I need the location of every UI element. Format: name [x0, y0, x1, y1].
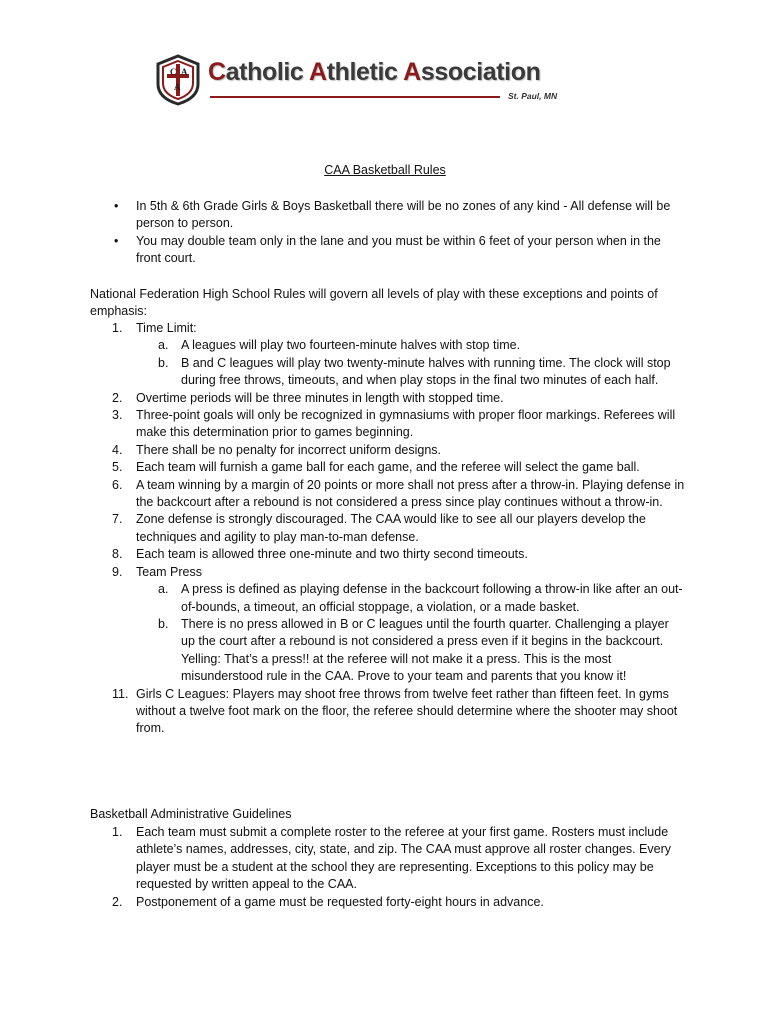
organization-name: Catholic Athletic Association: [208, 58, 541, 86]
admin-item: 2. Postponement of a game must be requested forty-eight hours in advance.: [112, 894, 544, 909]
rule-item: 7. Zone defense is strongly discouraged. The CAA would like to see all our players develop the techniques and agility to play man-to-man defense.: [112, 512, 646, 544]
document-title: CAA Basketball Rules: [324, 163, 446, 177]
rule-subitem: b. B and C leagues will play two twenty-minute halves with running time. The clock will stop during free throws, timeouts, and when play stops in the final two minutes of each half.: [158, 355, 671, 388]
bullet-list: [108, 198, 688, 268]
rule-item: 5. Each team will furnish a game ball for each game, and the referee will select the game ball.: [112, 460, 640, 475]
rule-subitem: a. A press is defined as playing defense in the backcourt following a throw-in like after an out-of-bounds, a timeout, an official stoppage, a violation, or a made basket.: [158, 582, 683, 614]
rule-subitem: a. A leagues will play two fourteen-minute halves with stop time.: [158, 338, 521, 353]
rule-item: 4. There shall be no penalty for incorrect uniform designs.: [112, 442, 442, 457]
bullet-item: • In 5th & 6th Grade Girls & Boys Basketball there will be no zones of any kind - All defense will be person to person.: [114, 199, 671, 231]
letterhead: [152, 52, 562, 110]
svg-text:A: A: [174, 82, 181, 92]
rule-item: 3. Three-point goals will only be recognized in gymnasiums with proper floor markings. Referees will make this determination prior to games beginning.: [112, 408, 676, 440]
svg-text:C: C: [170, 67, 177, 77]
admin-list: [90, 824, 685, 911]
rule-item: 2. Overtime periods will be three minutes in length with stopped time.: [112, 390, 504, 405]
bullet-item: • You may double team only in the lane and you must be within 6 feet of your person when in the front court.: [114, 233, 661, 266]
admin-item: 1. Each team must submit a complete roster to the referee at your first game. Rosters must include athlete’s names, addresses, city, state, and zip. The CAA must approve all roster changes. Every player must be a student at the school they are representing. Exceptions to this policy may be requested by written appeal to the CAA.: [112, 825, 671, 892]
rules-list: [90, 320, 685, 738]
organization-location: St. Paul, MN: [508, 91, 558, 101]
rule-item: 8. Each team is allowed three one-minute and two thirty second timeouts.: [112, 547, 528, 562]
admin-section-title: Basketball Administrative Guidelines: [90, 807, 292, 821]
rule-subitem: b. There is no press allowed in B or C leagues until the fourth quarter. Challenging a player up the court after a rebound is not considered a press even if it begins in the backcourt. Yelling: That’s a press!! at the referee will not make it a press. This is the most misunderstood rule in the CAA. Prove to your team and parents that you know it!: [158, 616, 669, 684]
rule-item: 11. Girls C Leagues: Players may shoot free throws from twelve feet rather than fifteen feet. In gyms without a twelve foot mark on the floor, the referee should determine where the shooter may shoot from.: [112, 686, 678, 736]
svg-text:A: A: [181, 67, 188, 77]
rule-item: 9. Team Press: [112, 564, 202, 579]
caa-seal-logo: [152, 54, 204, 106]
rule-item: 1. Time Limit:: [112, 321, 197, 335]
rule-item: 6. A team winning by a margin of 20 points or more shall not press after a throw-in. Playing defense in the backcourt after a rebound is not considered a press since play continues without a throw-in.: [112, 477, 685, 510]
intro-paragraph: National Federation High School Rules will govern all levels of play with these exceptions and points of emphasis:: [90, 287, 658, 319]
letterhead-rule: [210, 96, 500, 98]
